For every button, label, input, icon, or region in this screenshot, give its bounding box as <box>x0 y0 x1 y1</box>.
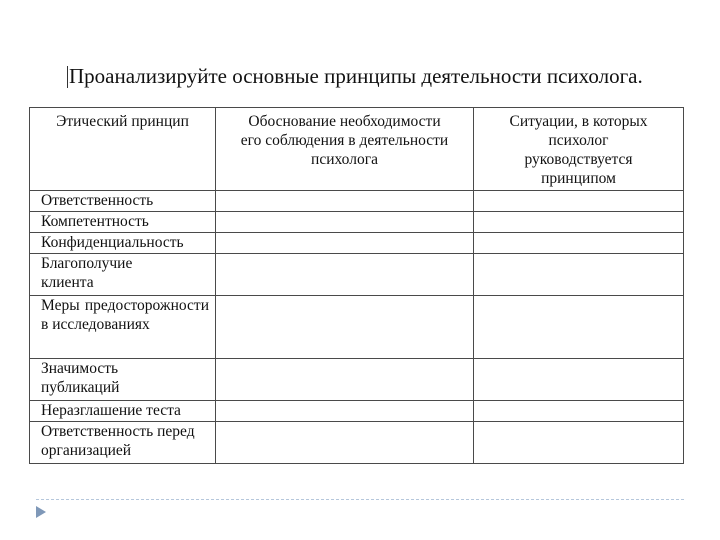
header-principle: Этический принцип <box>30 108 216 191</box>
triangle-right-icon <box>36 506 46 518</box>
situations-cell[interactable] <box>474 191 684 212</box>
situations-cell[interactable] <box>474 233 684 254</box>
principle-cell: Благополучие клиента <box>30 254 216 296</box>
justification-cell[interactable] <box>216 254 474 296</box>
principle-cell: Значимость публикаций <box>30 359 216 401</box>
situations-cell[interactable] <box>474 212 684 233</box>
table-row <box>30 233 684 254</box>
page-title: Проанализируйте основные принципы деятельности психолога. <box>69 64 643 88</box>
situations-cell[interactable] <box>474 401 684 422</box>
table-row <box>30 296 684 359</box>
table-row <box>30 212 684 233</box>
text-cursor <box>67 66 68 88</box>
justification-cell[interactable] <box>216 233 474 254</box>
header-situations: Ситуации, в которых психолог руководствуется принципом <box>474 108 684 191</box>
table-row <box>30 254 684 296</box>
principle-cell: Компетентность <box>30 212 216 233</box>
principle-cell: Неразглашение теста <box>30 401 216 422</box>
table-row <box>30 401 684 422</box>
principle-cell: Ответственность перед организацией <box>30 422 216 464</box>
situations-cell[interactable] <box>474 359 684 401</box>
table-row <box>30 359 684 401</box>
table-row <box>30 191 684 212</box>
justification-cell[interactable] <box>216 191 474 212</box>
justification-cell[interactable] <box>216 359 474 401</box>
principles-table <box>29 107 684 464</box>
principle-cell: Ответственность <box>30 191 216 212</box>
situations-cell[interactable] <box>474 296 684 359</box>
situations-cell[interactable] <box>474 422 684 464</box>
justification-cell[interactable] <box>216 212 474 233</box>
justification-cell[interactable] <box>216 296 474 359</box>
table-header-row <box>30 108 684 191</box>
situations-cell[interactable] <box>474 254 684 296</box>
justification-cell[interactable] <box>216 401 474 422</box>
principle-cell: Конфиденциальность <box>30 233 216 254</box>
footer-divider <box>36 499 684 500</box>
justification-cell[interactable] <box>216 422 474 464</box>
header-justification: Обоснование необходимости его соблюдения в деятельности психолога <box>216 108 474 191</box>
table-row <box>30 422 684 464</box>
principle-cell: Меры предосторожности в исследованиях <box>30 296 216 359</box>
